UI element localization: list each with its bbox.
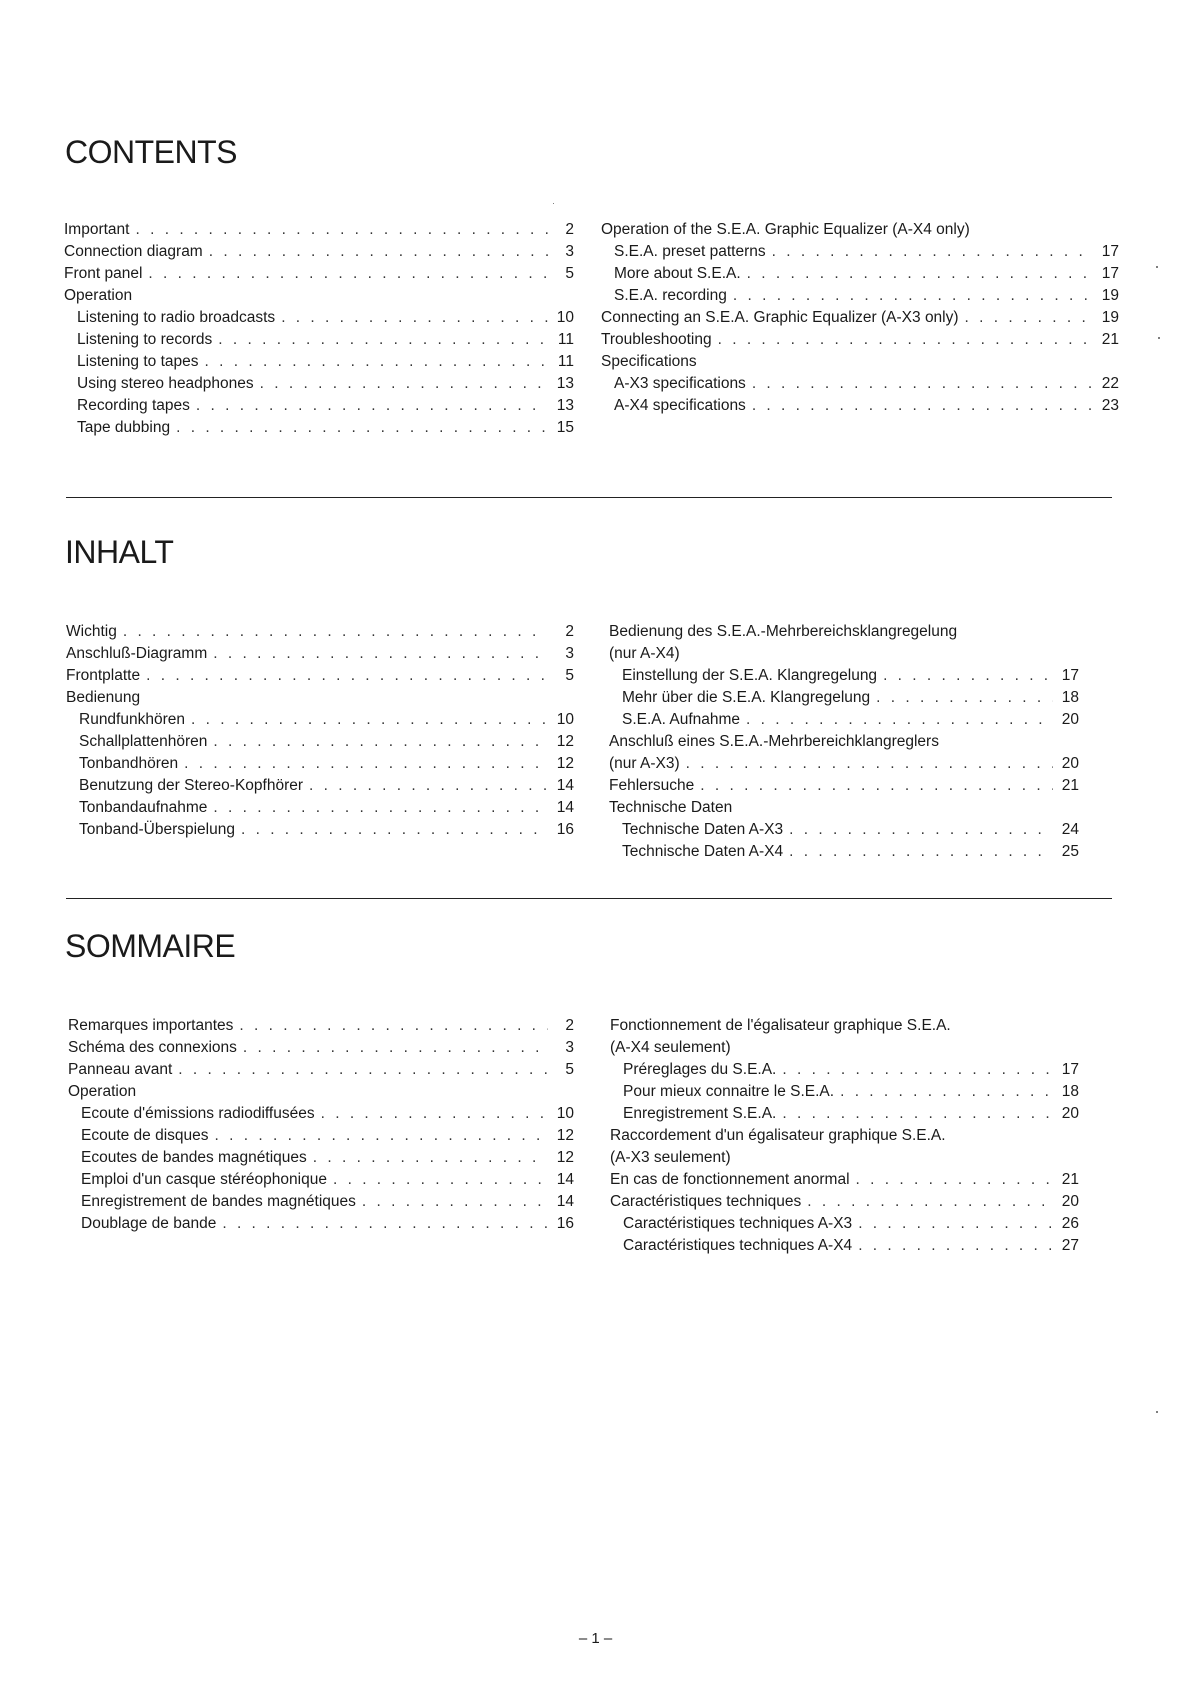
toc-entry-page: 5 [565,1061,574,1078]
toc-entry [64,394,574,416]
dot-leader [196,396,548,416]
toc-entry-label: (nur A-X4) [609,645,680,662]
toc-entry [66,752,574,774]
toc-entry [601,328,1119,350]
toc-entry-label: Listening to records [77,331,213,348]
toc-entry-label: Bedienung des S.E.A.-Mehrbereichsklangregelung [609,623,958,640]
section-divider [66,898,1112,899]
toc-entry [68,1212,574,1234]
toc-entry [601,306,1119,328]
dot-leader [718,330,1093,350]
scan-speck [1156,1411,1158,1413]
toc-entry [68,1058,574,1080]
dot-leader [858,1214,1053,1234]
toc-entry-label: S.E.A. preset patterns [614,243,766,260]
toc-entry-page: 3 [565,1039,574,1056]
page-number: – 1 – [578,1630,613,1647]
dot-leader [123,622,548,642]
toc-entry-label: Schallplattenhören [79,733,208,750]
toc-entry [609,796,1079,818]
toc-entry-label: Using stereo headphones [77,375,254,392]
section-divider [66,497,1112,498]
toc-entry-label: Connection diagram [64,243,203,260]
dot-leader [362,1192,548,1212]
toc-entry-label: Operation of the S.E.A. Graphic Equalizer (A-X4 only) [601,221,970,238]
toc-entry [610,1080,1079,1102]
toc-entry [610,1146,1079,1168]
toc-entry-label: En cas de fonctionnement anormal [610,1171,850,1188]
toc-entry [64,350,574,372]
dot-leader [807,1192,1053,1212]
toc-entry-label: Technische Daten [609,799,733,816]
toc-entry-page: 15 [556,419,574,436]
toc-entry-page: 11 [557,353,574,370]
toc-entry-label: Raccordement d'un égalisateur graphique S.E.A. [610,1127,946,1144]
dot-leader [215,1126,548,1146]
toc-entry [610,1190,1079,1212]
toc-entry-label: A-X4 specifications [614,397,746,414]
toc-entry-label: Frontplatte [66,667,141,684]
inhalt-right-column [609,620,1079,862]
toc-entry [601,284,1119,306]
toc-entry [601,372,1119,394]
toc-entry [66,774,574,796]
toc-entry-page: 18 [1061,1083,1079,1100]
toc-entry-label: Listening to radio broadcasts [77,309,276,326]
toc-entry-page: 10 [556,711,574,728]
toc-entry [610,1168,1079,1190]
dot-leader [178,1060,548,1080]
toc-entry [68,1190,574,1212]
scan-speck [1156,266,1158,268]
toc-entry-page: 17 [1101,243,1119,260]
scan-speck [553,203,554,204]
contents-right-column [601,218,1119,416]
toc-entry [66,796,574,818]
toc-entry-page: 17 [1101,265,1119,282]
toc-entry-label: Doublage de bande [81,1215,217,1232]
toc-entry [66,818,574,840]
toc-entry-page: 16 [556,1215,574,1232]
toc-entry-page: 22 [1101,375,1119,392]
toc-entry-label: (A-X4 seulement) [610,1039,731,1056]
dot-leader [313,1148,548,1168]
toc-entry [64,218,574,240]
toc-entry [66,642,574,664]
toc-entry-label: Listening to tapes [77,353,199,370]
toc-entry [609,840,1079,862]
toc-entry [609,818,1079,840]
toc-entry [68,1124,574,1146]
toc-entry-label: Mehr über die S.E.A. Klangregelung [622,689,871,706]
toc-entry-label: Panneau avant [68,1061,173,1078]
toc-entry-page: 14 [556,777,574,794]
toc-entry [609,752,1079,774]
dot-leader [176,418,548,438]
dot-leader [856,1170,1053,1190]
toc-entry-label: S.E.A. recording [614,287,727,304]
toc-entry-label: Anschluß-Diagramm [66,645,208,662]
toc-entry [609,730,1079,752]
dot-leader [213,798,548,818]
toc-entry-page: 19 [1101,287,1119,304]
toc-entry-label: Ecoutes de bandes magnétiques [81,1149,307,1166]
dot-leader [746,710,1053,730]
toc-entry-label: (A-X3 seulement) [610,1149,731,1166]
toc-entry-label: Schéma des connexions [68,1039,237,1056]
toc-entry-label: Tonbandaufnahme [79,799,208,816]
toc-entry-page: 11 [557,331,574,348]
toc-entry-label: Emploi d'un casque stéréophonique [81,1171,327,1188]
toc-entry-label: Wichtig [66,623,117,640]
toc-entry-label: Operation [64,287,133,304]
dot-leader [135,220,548,240]
toc-entry-page: 14 [556,799,574,816]
dot-leader [213,732,548,752]
toc-entry [601,350,1119,372]
toc-entry-label: Caractéristiques techniques A-X4 [623,1237,853,1254]
toc-entry-page: 24 [1061,821,1079,838]
dot-leader [876,688,1053,708]
toc-entry [66,620,574,642]
dot-leader [239,1016,548,1036]
dot-leader [148,264,548,284]
toc-entry [610,1234,1079,1256]
dot-leader [222,1214,548,1234]
dot-leader [858,1236,1053,1256]
toc-entry-page: 20 [1061,755,1079,772]
sommaire-left-column [68,1014,574,1234]
toc-entry [609,620,1079,642]
toc-entry [68,1014,574,1036]
toc-entry-page: 12 [556,1127,574,1144]
toc-entry [610,1124,1079,1146]
toc-entry-label: Troubleshooting [601,331,712,348]
toc-entry-label: Specifications [601,353,697,370]
toc-entry [64,306,574,328]
toc-entry-page: 10 [556,1105,574,1122]
toc-entry-label: Caractéristiques techniques A-X3 [623,1215,853,1232]
dot-leader [321,1104,548,1124]
toc-entry-label: Ecoute d'émissions radiodiffusées [81,1105,315,1122]
toc-entry-label: Ecoute de disques [81,1127,209,1144]
toc-entry-label: Anschluß eines S.E.A.-Mehrbereichklangreglers [609,733,939,750]
toc-entry-label: Bedienung [66,689,141,706]
toc-entry-label: Important [64,221,130,238]
dot-leader [241,820,548,840]
toc-entry [64,240,574,262]
toc-entry [610,1036,1079,1058]
toc-entry-page: 3 [565,645,574,662]
dot-leader [260,374,548,394]
toc-entry-page: 14 [556,1193,574,1210]
dot-leader [209,242,548,262]
toc-entry [68,1036,574,1058]
toc-entry-page: 21 [1061,1171,1079,1188]
toc-entry-page: 21 [1101,331,1119,348]
dot-leader [747,264,1093,284]
toc-entry-page: 12 [556,1149,574,1166]
toc-entry-page: 16 [556,821,574,838]
toc-entry-page: 2 [565,221,574,238]
toc-entry-page: 20 [1061,1105,1079,1122]
dot-leader [309,776,548,796]
toc-entry [66,686,574,708]
toc-entry-page: 12 [556,755,574,772]
contents-left-column [64,218,574,438]
toc-entry-label: Technische Daten A-X3 [622,821,784,838]
toc-entry-label: A-X3 specifications [614,375,746,392]
toc-entry-label: Operation [68,1083,137,1100]
toc-entry-page: 12 [556,733,574,750]
toc-entry [601,240,1119,262]
toc-entry [601,262,1119,284]
toc-entry-label: (nur A-X3) [609,755,680,772]
toc-entry [66,730,574,752]
toc-entry [68,1168,574,1190]
sommaire-right-column [610,1014,1079,1256]
dot-leader [840,1082,1053,1102]
toc-entry-page: 5 [565,667,574,684]
toc-entry-label: Connecting an S.E.A. Graphic Equalizer (A-X3 only) [601,309,959,326]
toc-entry [601,394,1119,416]
toc-entry-page: 23 [1101,397,1119,414]
toc-entry-label: Tonbandhören [79,755,179,772]
toc-entry-label: Fehlersuche [609,777,695,794]
toc-entry [66,664,574,686]
toc-entry-label: Enregistrement de bandes magnétiques [81,1193,356,1210]
toc-entry-page: 21 [1061,777,1079,794]
dot-leader [752,396,1093,416]
toc-entry-label: Tonband-Überspielung [79,821,235,838]
toc-entry [66,708,574,730]
toc-entry-page: 20 [1061,711,1079,728]
toc-entry [64,416,574,438]
toc-entry [601,218,1119,240]
toc-entry [609,708,1079,730]
toc-entry-page: 18 [1061,689,1079,706]
toc-entry-page: 17 [1061,1061,1079,1078]
dot-leader [733,286,1093,306]
toc-entry [68,1102,574,1124]
toc-entry-page: 2 [565,623,574,640]
toc-entry-label: Rundfunkhören [79,711,185,728]
dot-leader [218,330,548,350]
toc-entry-label: Benutzung der Stereo-Kopfhörer [79,777,304,794]
toc-entry-label: Enregistrement S.E.A. [623,1105,777,1122]
sommaire-heading: SOMMAIRE [65,928,236,964]
toc-entry [64,284,574,306]
dot-leader [191,710,548,730]
dot-leader [752,374,1093,394]
toc-entry [68,1080,574,1102]
dot-leader [146,666,548,686]
dot-leader [333,1170,548,1190]
toc-entry-label: Tape dubbing [77,419,171,436]
toc-entry [609,664,1079,686]
toc-entry-page: 2 [565,1017,574,1034]
toc-entry-label: More about S.E.A. [614,265,741,282]
dot-leader [782,1104,1053,1124]
toc-entry-label: Recording tapes [77,397,190,414]
toc-entry [64,262,574,284]
dot-leader [700,776,1053,796]
toc-entry-page: 20 [1061,1193,1079,1210]
toc-entry-page: 14 [556,1171,574,1188]
toc-entry-page: 17 [1061,667,1079,684]
dot-leader [782,1060,1053,1080]
dot-leader [789,842,1053,862]
toc-entry [610,1058,1079,1080]
dot-leader [789,820,1053,840]
toc-entry-label: Einstellung der S.E.A. Klangregelung [622,667,878,684]
toc-entry-page: 10 [556,309,574,326]
toc-entry-label: Technische Daten A-X4 [622,843,784,860]
toc-entry [610,1102,1079,1124]
scan-speck [1158,337,1160,339]
toc-entry [609,642,1079,664]
inhalt-heading: INHALT [65,534,174,570]
toc-entry [609,686,1079,708]
dot-leader [965,308,1093,328]
toc-entry [64,372,574,394]
toc-entry [609,774,1079,796]
toc-entry-page: 27 [1061,1237,1079,1254]
dot-leader [772,242,1093,262]
dot-leader [243,1038,548,1058]
toc-entry-page: 13 [556,397,574,414]
toc-entry-label: Caractéristiques techniques [610,1193,802,1210]
toc-entry-page: 25 [1061,843,1079,860]
toc-entry [610,1014,1079,1036]
toc-entry-label: Fonctionnement de l'égalisateur graphique S.E.A. [610,1017,951,1034]
inhalt-left-column [66,620,574,840]
toc-entry-label: Remarques importantes [68,1017,234,1034]
toc-entry [64,328,574,350]
toc-entry-page: 3 [565,243,574,260]
toc-entry-label: Préreglages du S.E.A. [623,1061,777,1078]
toc-entry-label: Pour mieux connaitre le S.E.A. [623,1083,835,1100]
toc-entry-page: 13 [556,375,574,392]
toc-entry-page: 5 [565,265,574,282]
toc-entry-label: S.E.A. Aufnahme [622,711,741,728]
toc-entry-page: 19 [1101,309,1119,326]
dot-leader [184,754,548,774]
toc-entry [610,1212,1079,1234]
toc-entry [68,1146,574,1168]
contents-heading: CONTENTS [65,134,237,170]
dot-leader [883,666,1053,686]
dot-leader [281,308,548,328]
dot-leader [205,352,548,372]
toc-entry-page: 26 [1061,1215,1079,1232]
toc-entry-label: Front panel [64,265,143,282]
dot-leader [213,644,548,664]
dot-leader [686,754,1053,774]
